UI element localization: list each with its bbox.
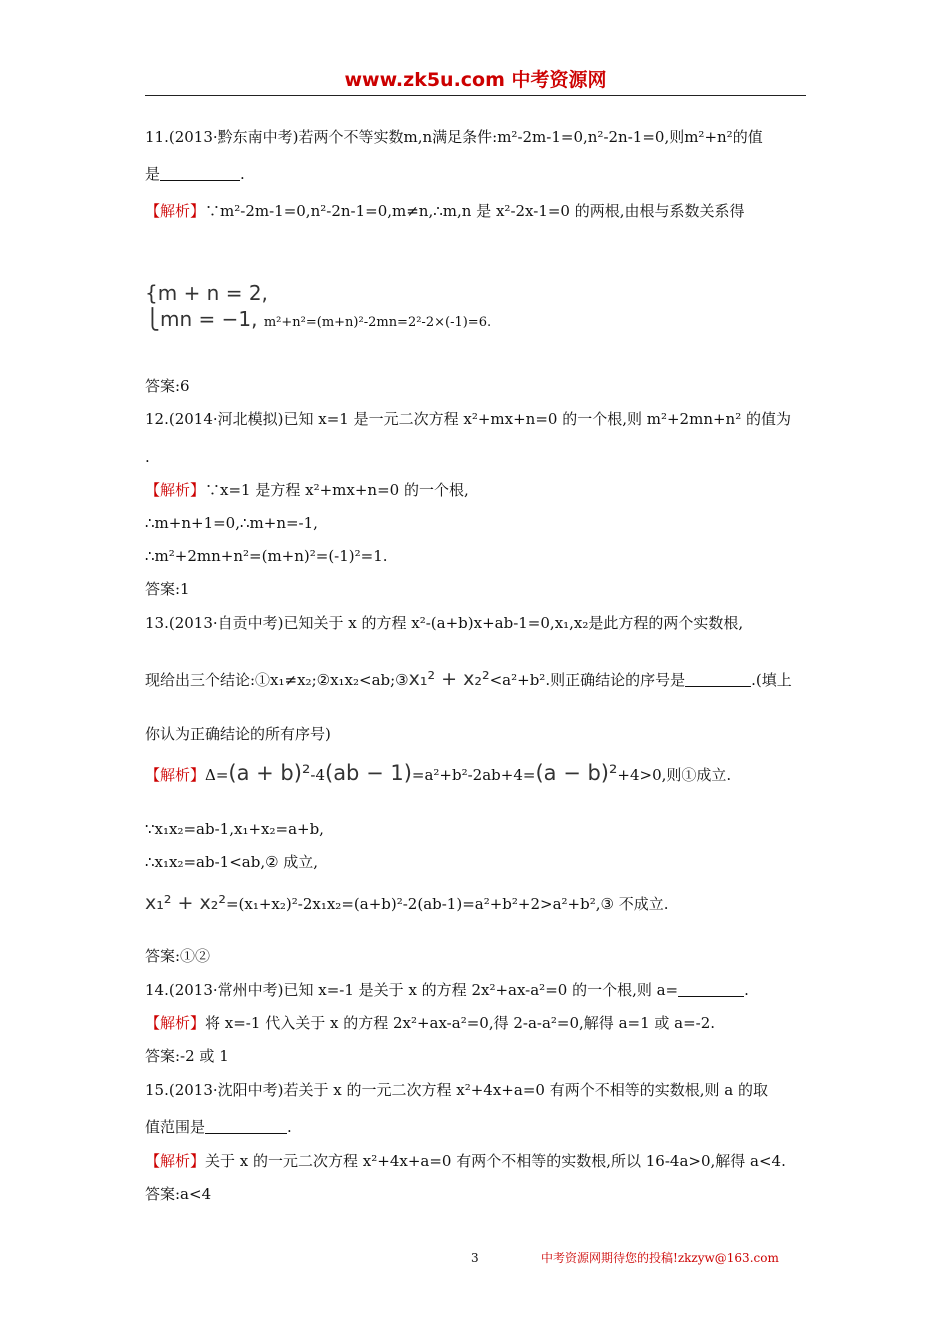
q12-line2: ∴m+n+1=0,∴m+n=-1, bbox=[145, 514, 318, 532]
q13-delta-m1: (a + b)² bbox=[228, 761, 311, 785]
q12-line3: ∴m²+2mn+n²=(m+n)²=(-1)²=1. bbox=[145, 547, 388, 565]
q15-stem-b: 值范围是 bbox=[145, 1118, 206, 1136]
q13-line7-text: =(x₁+x₂)²-2x₁x₂=(a+b)²-2(ab-1)=a²+b²+2>a²+b²,③ 不成立. bbox=[225, 895, 669, 913]
q15-stem-b-end: . bbox=[287, 1118, 292, 1136]
q15-answer-blank bbox=[205, 1118, 287, 1134]
q13-line2 bbox=[145, 668, 792, 691]
q13-line2-a: 现给出三个结论:①x₁≠x₂;②x₁x₂<ab;③ bbox=[145, 671, 409, 689]
q15-jiexi-label: 【解析】 bbox=[145, 1152, 206, 1170]
page-number: 3 bbox=[471, 1251, 479, 1265]
q11-jiexi-label: 【解析】 bbox=[145, 202, 206, 220]
q11-stem-b: 是 bbox=[145, 165, 161, 183]
q12-jiexi-text: ∵x=1 是方程 x²+mx+n=0 的一个根, bbox=[205, 481, 469, 499]
q13-line7 bbox=[145, 892, 668, 915]
q13-line6: ∴x₁x₂=ab-1<ab,② 成立, bbox=[145, 853, 319, 871]
q14-stem bbox=[145, 979, 749, 1001]
q12-jiexi bbox=[145, 479, 469, 501]
q15-jiexi bbox=[145, 1150, 786, 1172]
q11-answer-blank bbox=[160, 165, 240, 181]
q11-jiexi bbox=[145, 200, 745, 222]
footer-note[interactable]: 中考资源网期待您的投稿!zkzyw@163.com bbox=[541, 1251, 779, 1265]
q11-stem: 11.(2013·黔东南中考)若两个不等实数m,n满足条件:m²-2m-1=0,n²-2n-1=0,则m²+n²的值 bbox=[145, 128, 763, 146]
q13-jiexi bbox=[145, 762, 731, 786]
q14-jiexi-text: 将 x=-1 代入关于 x 的方程 2x²+ax-a²=0,得 2-a-a²=0,解得 a=1 或 a=-2. bbox=[205, 1014, 716, 1032]
q13-answer: 答案:①② bbox=[145, 947, 211, 965]
q12-jiexi-label: 【解析】 bbox=[145, 481, 206, 499]
q13-stem: 13.(2013·自贡中考)已知关于 x 的方程 x²-(a+b)x+ab-1=0,x₁,x₂是此方程的两个实数根, bbox=[145, 614, 744, 632]
q14-answer-blank bbox=[678, 981, 744, 997]
q13-line7-math: x₁² + x₂² bbox=[145, 892, 226, 914]
q11-answer: 答案:6 bbox=[145, 377, 190, 395]
q13-line5: ∵x₁x₂=ab-1,x₁+x₂=a+b, bbox=[145, 820, 324, 838]
q13-delta-m2: (ab − 1) bbox=[325, 761, 412, 785]
q11-stem-b-end: . bbox=[240, 165, 245, 183]
q13-jiexi-label: 【解析】 bbox=[145, 766, 206, 784]
q11-sys-tail: m²+n²=(m+n)²-2mn=2²-2×(-1)=6. bbox=[263, 315, 492, 330]
q14-answer: 答案:-2 或 1 bbox=[145, 1047, 229, 1065]
q14-stem-end: . bbox=[744, 981, 749, 999]
q15-answer: 答案:a<4 bbox=[145, 1185, 212, 1203]
q13-line2-c: .(填上 bbox=[751, 671, 792, 689]
q14-jiexi bbox=[145, 1012, 715, 1034]
q11-jiexi-text: ∵m²-2m-1=0,n²-2n-1=0,m≠n,∴m,n 是 x²-2x-1=0 的两根,由根与系数关系得 bbox=[205, 202, 745, 220]
q14-stem-text: 14.(2013·常州中考)已知 x=-1 是关于 x 的方程 2x²+ax-a²=0 的一个根,则 a= bbox=[145, 981, 679, 999]
q13-x12-sq: x₁² + x₂² bbox=[408, 668, 490, 690]
q11-equation-system bbox=[145, 280, 491, 336]
q12-answer: 答案:1 bbox=[145, 580, 190, 598]
q12-stem-end: . bbox=[145, 448, 150, 466]
q15-stem-cont bbox=[145, 1116, 292, 1138]
q13-answer-blank bbox=[685, 671, 751, 687]
q13-delta-m3: (a − b)² bbox=[535, 761, 618, 785]
q14-jiexi-label: 【解析】 bbox=[145, 1014, 206, 1032]
q11-sys-row1: {m + n = 2, bbox=[145, 281, 268, 305]
header-divider bbox=[145, 95, 806, 96]
q13-delta-d: +4>0,则①成立. bbox=[617, 766, 732, 784]
q13-delta-a: Δ= bbox=[205, 766, 229, 784]
q15-jiexi-text: 关于 x 的一元二次方程 x²+4x+a=0 有两个不相等的实数根,所以 16-4a>0,解得 a<4. bbox=[205, 1152, 786, 1170]
q13-line2-b: <a²+b².则正确结论的序号是 bbox=[489, 671, 686, 689]
site-header[interactable]: www.zk5u.com 中考资源网 bbox=[344, 69, 607, 91]
q11-sys-row2: ⎩mn = −1, m²+n²=(m+n)²-2mn=2²-2×(-1)=6. bbox=[145, 307, 492, 331]
q12-stem: 12.(2014·河北模拟)已知 x=1 是一元二次方程 x²+mx+n=0 的一个根,则 m²+2mn+n² 的值为 bbox=[145, 410, 791, 428]
q11-stem-cont bbox=[145, 163, 245, 185]
q15-stem: 15.(2013·沈阳中考)若关于 x 的一元二次方程 x²+4x+a=0 有两个不相等的实数根,则 a 的取 bbox=[145, 1081, 768, 1099]
q13-line3: 你认为正确结论的所有序号) bbox=[145, 725, 331, 743]
q13-delta-b: -4 bbox=[310, 766, 325, 784]
q13-delta-c: =a²+b²-2ab+4= bbox=[411, 766, 536, 784]
